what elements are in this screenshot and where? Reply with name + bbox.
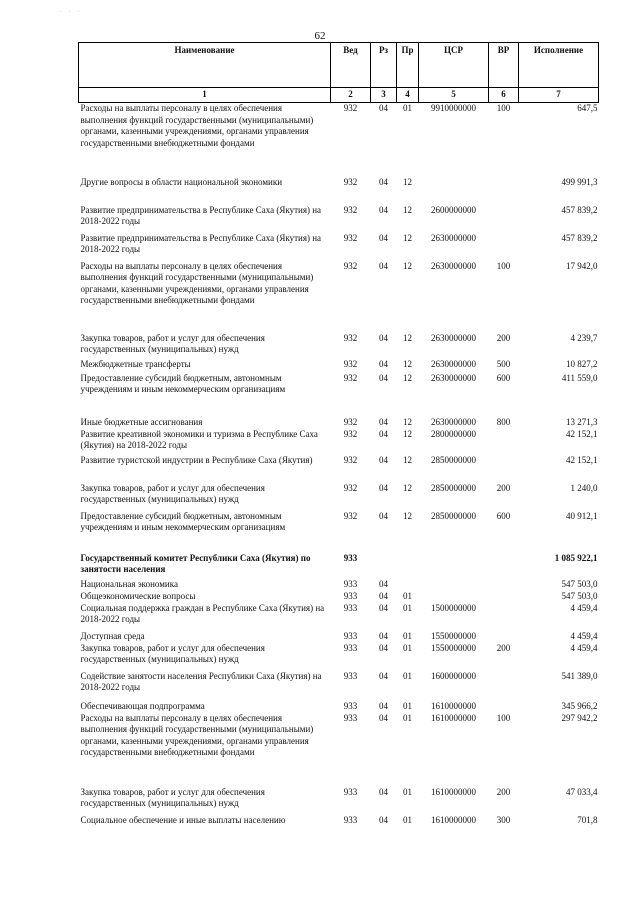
row-ved: 932	[343, 454, 358, 465]
row-csr: 2850000000	[431, 454, 476, 465]
row-vr: 500	[496, 358, 511, 369]
row-ved: 932	[343, 204, 358, 215]
row-ved: 932	[343, 332, 358, 343]
row-amount: 547 503,0	[561, 578, 598, 589]
row-pr: 12	[403, 454, 412, 465]
row-csr: 2630000000	[431, 372, 476, 383]
row-vr: 600	[496, 510, 511, 521]
row-rz: 04	[379, 602, 388, 613]
row-rz: 04	[379, 630, 388, 641]
row-vr	[489, 579, 519, 591]
row-name: Расходы на выплаты персоналу в целях обеспечения выполнения функций государственными (муниципальными) органами, казенными учреждениями, органами управления государственными внебюджетными фондами	[80, 712, 314, 758]
row-vr: 200	[496, 786, 511, 797]
row-vr	[489, 553, 519, 579]
row-ved: 933	[343, 578, 358, 589]
row-pr: 12	[403, 428, 412, 439]
row-amount: 411 559,0	[561, 372, 598, 383]
header-name: Наименование	[79, 43, 331, 88]
row-pr: 01	[403, 103, 412, 113]
row-csr: 1610000000	[431, 700, 476, 711]
page-number: 62	[314, 30, 326, 42]
table-body	[79, 103, 599, 829]
row-name: Развитие предпринимательства в Республике Саха (Якутия) на 2018-2022 годы	[80, 232, 322, 255]
row-rz	[371, 553, 397, 579]
row-vr: 200	[496, 482, 511, 493]
header-ved: Вед	[331, 43, 371, 88]
row-vr: 600	[496, 372, 511, 383]
row-rz: 04	[379, 204, 388, 215]
row-pr: 12	[403, 482, 412, 493]
row-csr	[419, 553, 489, 579]
row-csr: 1600000000	[431, 670, 476, 681]
header-rz: Рз	[371, 43, 397, 88]
header-number: 7	[519, 88, 599, 103]
row-name: Иные бюджетные ассигнования	[80, 416, 203, 427]
header-csr: ЦСР	[419, 43, 489, 88]
row-csr: 9910000000	[431, 103, 476, 113]
row-csr: 1550000000	[431, 630, 476, 641]
row-amount: 47 033,4	[566, 786, 598, 797]
row-ved: 932	[343, 428, 358, 439]
table-row	[79, 643, 599, 671]
row-amount: 42 152,1	[566, 454, 598, 465]
header-number: 3	[371, 88, 397, 103]
row-amount: 17 942,0	[566, 260, 598, 271]
row-csr: 2630000000	[431, 232, 476, 243]
row-vr	[489, 455, 519, 483]
row-name: Развитие туристской индустрии в Республике Саха (Якутия)	[80, 454, 313, 465]
row-name: Обеспечивающая подпрограмма	[80, 700, 205, 711]
row-rz: 04	[379, 578, 388, 589]
row-pr	[397, 553, 419, 579]
row-name: Закупка товаров, работ и услуг для обеспечения государственных (муниципальных) нужд	[80, 642, 265, 665]
row-ved: 932	[343, 372, 358, 383]
table-row	[79, 417, 599, 429]
table-row	[79, 483, 599, 511]
table-row	[79, 233, 599, 261]
row-rz: 04	[379, 428, 388, 439]
row-vr: 200	[496, 332, 511, 343]
row-ved: 933	[343, 786, 358, 797]
row-name: Другие вопросы в области национальной экономики	[80, 176, 283, 187]
row-pr: 01	[403, 670, 412, 681]
row-pr: 12	[403, 416, 412, 427]
table-row	[79, 701, 599, 713]
row-ved: 933	[343, 590, 358, 601]
table-row	[79, 603, 599, 631]
corner-marks: . . .	[60, 8, 83, 14]
row-vr	[489, 429, 519, 455]
row-vr	[489, 591, 519, 603]
row-amount: 13 271,3	[566, 416, 598, 427]
table-row	[79, 511, 599, 553]
row-vr: 100	[496, 260, 511, 271]
row-csr: 1500000000	[431, 602, 476, 613]
row-ved: 932	[343, 232, 358, 243]
row-rz: 04	[379, 670, 388, 681]
row-amount: 547 503,0	[561, 590, 598, 601]
row-name: Доступная среда	[80, 630, 145, 641]
row-ved: 933	[343, 630, 358, 641]
row-csr	[419, 579, 489, 591]
row-pr: 12	[403, 510, 412, 521]
row-amount: 4 239,7	[570, 332, 598, 343]
row-ved: 933	[343, 814, 358, 825]
header-number: 6	[489, 88, 519, 103]
table-row	[79, 787, 599, 815]
row-name: Межбюджетные трансферты	[80, 358, 191, 369]
header-amount: Исполнение	[519, 43, 599, 88]
row-amount: 4 459,4	[570, 602, 598, 613]
row-name: Расходы на выплаты персоналу в целях обеспечения выполнения функций государственными (муниципальными) органами, казенными учреждениями, органами управления государственными внебюджетными фондами	[80, 103, 314, 148]
table-row	[79, 631, 599, 643]
row-rz: 04	[379, 454, 388, 465]
row-pr: 12	[403, 372, 412, 383]
row-rz: 04	[379, 416, 388, 427]
row-amount: 541 389,0	[561, 670, 598, 681]
row-rz: 04	[379, 372, 388, 383]
row-rz: 04	[379, 700, 388, 711]
row-pr: 12	[403, 176, 412, 187]
row-vr	[489, 233, 519, 261]
row-vr	[489, 177, 519, 205]
row-name: Расходы на выплаты персоналу в целях обеспечения выполнения функций государственными (муниципальными) органами, казенными учреждениями, органами управления государственными внебюджетными фондами	[80, 260, 314, 306]
table-row	[79, 205, 599, 233]
row-csr: 2630000000	[431, 358, 476, 369]
row-csr: 2630000000	[431, 260, 476, 271]
row-pr	[397, 579, 419, 591]
row-name: Государственный комитет Республики Саха (Якутия) по занятости населения	[80, 552, 311, 575]
row-pr: 01	[403, 700, 412, 711]
row-name: Закупка товаров, работ и услуг для обеспечения государственных (муниципальных) нужд	[80, 332, 265, 355]
row-amount: 345 966,2	[561, 700, 598, 711]
table-row	[79, 429, 599, 455]
row-ved: 933	[343, 552, 358, 563]
row-csr: 2850000000	[431, 510, 476, 521]
row-rz: 04	[379, 814, 388, 825]
row-rz: 04	[379, 590, 388, 601]
header-vr: ВР	[489, 43, 519, 88]
row-ved: 932	[343, 103, 358, 113]
row-csr: 1550000000	[431, 642, 476, 653]
row-amount: 457 839,2	[561, 232, 598, 243]
row-pr: 01	[403, 814, 412, 825]
row-amount: 40 912,1	[566, 510, 598, 521]
row-vr	[489, 603, 519, 631]
table-row	[79, 373, 599, 417]
row-rz: 04	[379, 358, 388, 369]
row-pr: 12	[403, 332, 412, 343]
budget-table	[78, 42, 599, 829]
row-amount: 4 459,4	[570, 642, 598, 653]
row-vr	[489, 701, 519, 713]
row-pr: 12	[403, 260, 412, 271]
row-rz: 04	[379, 786, 388, 797]
row-name: Предоставление субсидий бюджетным, автономным учреждениям и иным некоммерческим организациям	[80, 372, 286, 395]
row-name: Закупка товаров, работ и услуг для обеспечения государственных (муниципальных) нужд	[80, 482, 265, 505]
table-row	[79, 591, 599, 603]
row-csr: 1610000000	[431, 786, 476, 797]
row-rz: 04	[379, 482, 388, 493]
row-name: Развитие предпринимательства в Республике Саха (Якутия) на 2018-2022 годы	[80, 204, 322, 227]
row-amount: 457 839,2	[561, 204, 598, 215]
row-rz: 04	[379, 642, 388, 653]
row-csr: 2630000000	[431, 416, 476, 427]
row-amount: 42 152,1	[566, 428, 598, 439]
row-rz: 04	[379, 103, 388, 113]
row-csr	[419, 177, 489, 205]
header-row	[79, 43, 599, 88]
row-amount: 1 085 922,1	[554, 552, 598, 563]
row-vr	[489, 671, 519, 701]
row-rz: 04	[379, 712, 388, 723]
row-ved: 933	[343, 712, 358, 723]
row-vr	[489, 631, 519, 643]
table-row	[79, 713, 599, 787]
row-name: Социальное обеспечение и иные выплаты населению	[80, 814, 286, 825]
header-number-row	[79, 88, 599, 103]
row-amount: 4 459,4	[570, 630, 598, 641]
row-rz: 04	[379, 260, 388, 271]
row-csr: 2850000000	[431, 482, 476, 493]
row-vr: 200	[496, 642, 511, 653]
row-csr: 2800000000	[431, 428, 476, 439]
row-ved: 933	[343, 642, 358, 653]
row-rz: 04	[379, 510, 388, 521]
row-ved: 932	[343, 482, 358, 493]
row-ved: 932	[343, 510, 358, 521]
row-pr: 12	[403, 204, 412, 215]
row-name: Национальная экономика	[80, 578, 178, 589]
row-vr: 100	[496, 103, 511, 113]
row-pr: 01	[403, 590, 412, 601]
row-vr: 100	[496, 712, 511, 723]
row-name: Содействие занятости населения Республики Саха (Якутия) на 2018-2022 годы	[80, 670, 322, 693]
row-rz: 04	[379, 232, 388, 243]
row-ved: 933	[343, 700, 358, 711]
row-pr: 01	[403, 642, 412, 653]
row-ved: 932	[343, 358, 358, 369]
row-pr: 01	[403, 602, 412, 613]
row-amount: 10 827,2	[566, 358, 598, 369]
table-row	[79, 177, 599, 205]
table-row	[79, 455, 599, 483]
row-rz: 04	[379, 176, 388, 187]
row-ved: 932	[343, 260, 358, 271]
row-csr: 2600000000	[431, 204, 476, 215]
table-row	[79, 815, 599, 829]
row-name: Общеэкономические вопросы	[80, 590, 196, 601]
row-amount: 297 942,2	[561, 712, 598, 723]
table-row	[79, 579, 599, 591]
table-row	[79, 103, 599, 177]
row-vr: 300	[496, 814, 511, 825]
row-csr: 1610000000	[431, 814, 476, 825]
row-name: Социальная поддержка граждан в Республике Саха (Якутия) на 2018-2022 годы	[80, 602, 325, 625]
row-rz: 04	[379, 332, 388, 343]
table-row	[79, 359, 599, 373]
row-ved: 933	[343, 602, 358, 613]
row-ved: 933	[343, 670, 358, 681]
row-pr: 01	[403, 786, 412, 797]
row-csr: 1610000000	[431, 712, 476, 723]
row-vr	[489, 205, 519, 233]
row-pr: 12	[403, 232, 412, 243]
row-amount: 701,8	[577, 814, 598, 825]
row-amount: 647,5	[577, 103, 598, 113]
row-name: Предоставление субсидий бюджетным, автономным учреждениям и иным некоммерческим организациям	[80, 510, 286, 533]
header-number: 4	[397, 88, 419, 103]
header-pr: Пр	[397, 43, 419, 88]
row-amount: 1 240,0	[570, 482, 598, 493]
row-csr	[419, 591, 489, 603]
table-row	[79, 261, 599, 333]
header-number: 5	[419, 88, 489, 103]
table-row	[79, 333, 599, 359]
row-ved: 932	[343, 416, 358, 427]
row-name: Закупка товаров, работ и услуг для обеспечения государственных (муниципальных) нужд	[80, 786, 265, 809]
table-row	[79, 553, 599, 579]
row-pr: 12	[403, 358, 412, 369]
row-csr: 2630000000	[431, 332, 476, 343]
row-name: Развитие креативной экономики и туризма в Республике Саха (Якутия) на 2018-2022 годы	[80, 428, 318, 451]
row-pr: 01	[403, 630, 412, 641]
table-row	[79, 671, 599, 701]
header-number: 1	[79, 88, 331, 103]
row-vr: 800	[496, 416, 511, 427]
row-amount: 499 991,3	[561, 176, 598, 187]
header-number: 2	[331, 88, 371, 103]
row-ved: 932	[343, 176, 358, 187]
row-pr: 01	[403, 712, 412, 723]
